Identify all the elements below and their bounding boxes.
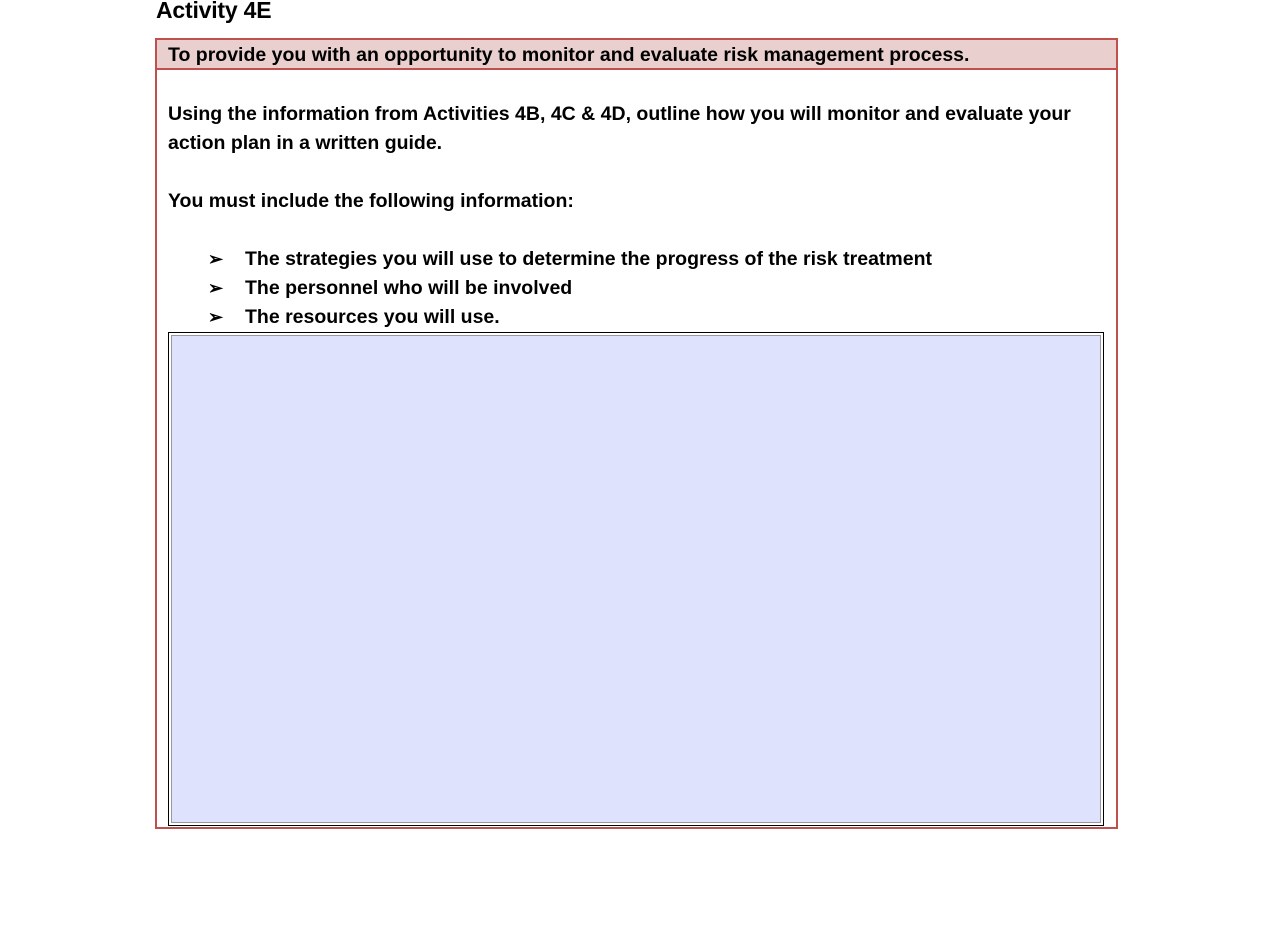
activity-body: [157, 100, 1116, 332]
list-item: ➢ The resources you will use.: [168, 303, 1105, 332]
activity-box: [155, 38, 1118, 829]
list-item: ➢ The strategies you will use to determine the progress of the risk treatment: [168, 245, 1105, 274]
instruction-text: Using the information from Activities 4B, 4C & 4D, outline how you will monitor and evaluate your action plan in a written guide.: [168, 103, 1071, 154]
include-label: You must include the following information:: [168, 190, 574, 212]
list-item: ➢ The personnel who will be involved: [168, 274, 1105, 303]
answer-text-field[interactable]: [171, 335, 1101, 823]
arrowhead-bullet-icon: ➢: [208, 307, 224, 327]
activity-objective-banner: To provide you with an opportunity to monitor and evaluate risk management process.: [157, 40, 1116, 70]
activity-heading: Activity 4E: [156, 0, 272, 23]
arrowhead-bullet-icon: ➢: [208, 278, 224, 298]
requirements-list: [168, 245, 1105, 332]
arrowhead-bullet-icon: ➢: [208, 249, 224, 269]
answer-field-frame: [168, 332, 1104, 826]
